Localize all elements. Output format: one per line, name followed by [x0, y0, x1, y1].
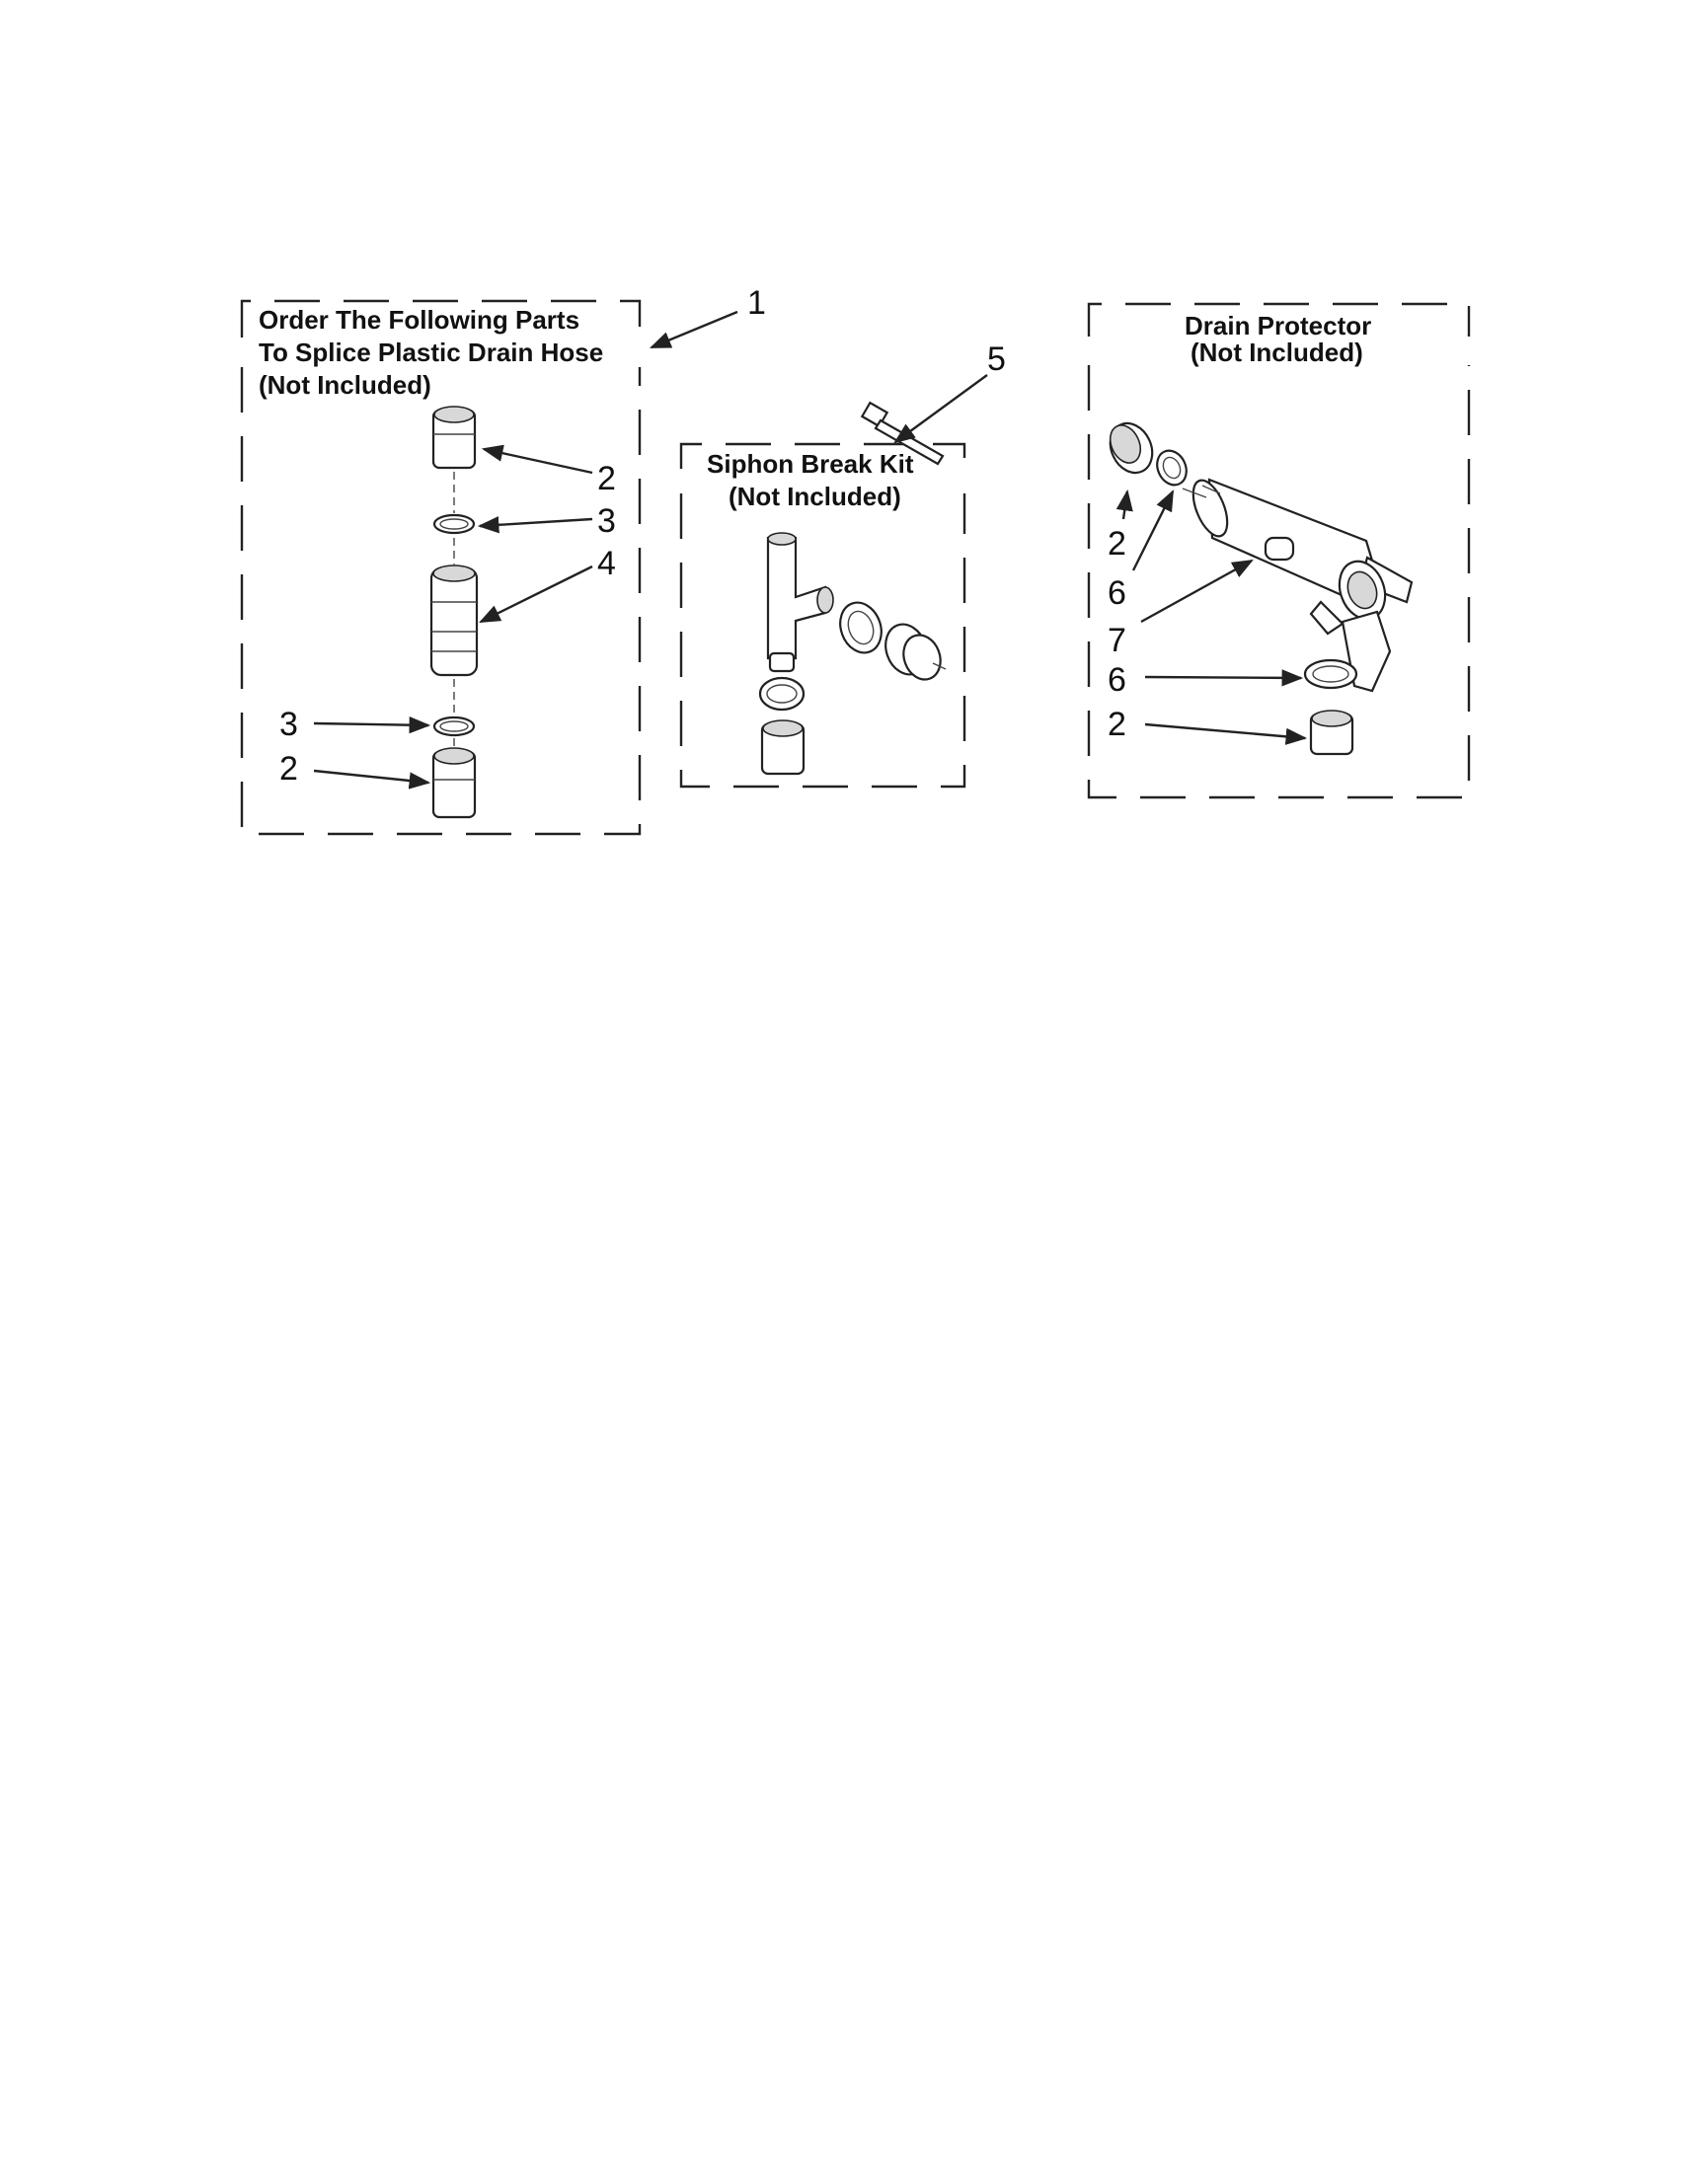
callout-2-bottom-connector: 2 [279, 750, 298, 788]
protector-clamp-bottom [1305, 660, 1356, 688]
callout-1-leader [652, 312, 737, 347]
callout-6-protector-bottom: 6 [1108, 661, 1126, 699]
siphon-tee-fitting [768, 533, 833, 671]
hose-clamp-top [434, 515, 474, 533]
callout-7-protector-body: 7 [1108, 622, 1126, 659]
splice-kit-title-line3: (Not Included) [259, 370, 431, 400]
callout-5-siphon-kit: 5 [987, 340, 1006, 378]
drain-protector-body [1183, 476, 1412, 691]
siphon-clamp-side [833, 597, 887, 659]
callout-1-splice-kit: 1 [747, 284, 766, 322]
callout-4-leader [481, 566, 592, 622]
callout-7-protector-body-leader [1141, 561, 1252, 622]
callout-2-protector-bottom: 2 [1108, 706, 1126, 743]
callout-2-protector-top: 2 [1108, 525, 1126, 563]
callout-6-protector-top-leader [1133, 491, 1173, 570]
siphon-clamp-bottom [760, 678, 804, 710]
callout-2-bottom-leader [314, 771, 428, 783]
splice-kit-title-line2: To Splice Plastic Drain Hose [259, 338, 604, 367]
callout-2-protector-bottom-leader [1145, 724, 1305, 738]
callout-2-top-leader [484, 449, 592, 473]
callout-5-leader [895, 375, 987, 442]
callout-3-bottom-clamp: 3 [279, 706, 298, 743]
callout-3-bottom-leader [314, 723, 428, 725]
callout-4-coupler: 4 [597, 545, 616, 582]
hose-coupler [431, 565, 477, 675]
siphon-kit-title-line1: Siphon Break Kit [707, 449, 914, 479]
callout-3-top-leader [480, 519, 592, 526]
siphon-connector-side [879, 619, 946, 685]
protector-connector-bottom [1311, 711, 1352, 754]
callout-6-protector-bottom-leader [1145, 677, 1301, 678]
hose-connector-bottom [433, 748, 475, 817]
protector-clamp-top [1152, 446, 1192, 490]
hose-connector-top [433, 407, 475, 468]
callout-3-top-clamp: 3 [597, 502, 616, 540]
callout-6-protector-top: 6 [1108, 574, 1126, 612]
hose-clamp-bottom [434, 717, 474, 735]
drain-protector-title-line1: Drain Protector [1185, 311, 1372, 340]
siphon-kit-title-line2: (Not Included) [729, 482, 901, 511]
protector-connector-top [1103, 416, 1160, 480]
callout-2-top-connector: 2 [597, 460, 616, 497]
callout-2-protector-top-leader [1123, 491, 1127, 519]
drain-protector-title-line2: (Not Included) [1191, 338, 1363, 367]
splice-kit-title-line1: Order The Following Parts [259, 305, 580, 335]
siphon-connector-bottom [762, 720, 804, 774]
